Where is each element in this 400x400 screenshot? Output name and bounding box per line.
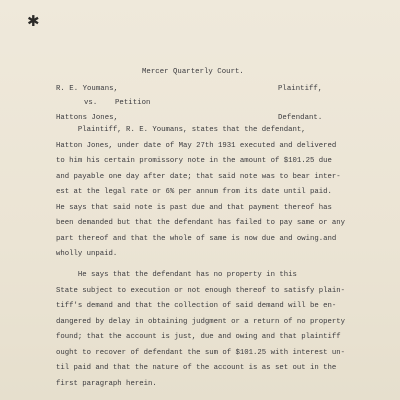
- text-line: found; that the account is just, due and owing and that plaintiff: [56, 333, 341, 341]
- text-line: til paid and that the nature of the account is as set out in the: [56, 364, 337, 372]
- text-line: tiff's demand and that the collection of said demand will be en-: [56, 302, 337, 310]
- text-line: Plaintiff, R. E. Youmans, states that the defendant,: [56, 126, 306, 134]
- asterisk-mark-icon: ✱: [27, 12, 40, 30]
- text-line: wholly unpaid.: [56, 250, 118, 258]
- text-line: He says that said note is past due and that payment thereof has: [56, 203, 332, 212]
- text-line: Hatton Jones, under date of May 27th 1931 executed and delivered: [56, 141, 337, 150]
- text-line: dangered by delay in obtaining judgment or a return of no property: [56, 317, 346, 326]
- defendant-name: Hattons Jones,: [56, 114, 119, 122]
- defendant-role: Defendant.: [278, 114, 323, 122]
- text-line: been demanded but that the defendant has failed to pay same or any: [56, 219, 346, 227]
- text-line: first paragraph herein.: [56, 379, 157, 388]
- plaintiff-name: R. E. Youmans,: [56, 85, 119, 93]
- versus-petition-line: vs. Petition: [84, 99, 151, 107]
- paragraph-promissory-note: [56, 127, 376, 267]
- paragraph-no-property: [56, 272, 376, 396]
- court-heading: Mercer Quarterly Court.: [142, 68, 244, 76]
- text-line: to him his certain promissory note in the amount of $101.25 due: [56, 157, 332, 165]
- text-line: est at the legal rate or 6% per annum from its date until paid.: [56, 188, 332, 196]
- text-line: State subject to execution or not enough thereof to satisfy plain-: [56, 286, 346, 295]
- plaintiff-role: Plaintiff,: [278, 85, 323, 93]
- text-line: ought to recover of defendant the sum of $101.25 with interest un-: [56, 348, 346, 357]
- text-line: and payable one day after date; that said note was to bear inter-: [56, 172, 341, 181]
- text-line: He says that the defendant has no property in this: [56, 271, 297, 279]
- text-line: part thereof and that the whole of same is now due and owing.and: [56, 234, 337, 243]
